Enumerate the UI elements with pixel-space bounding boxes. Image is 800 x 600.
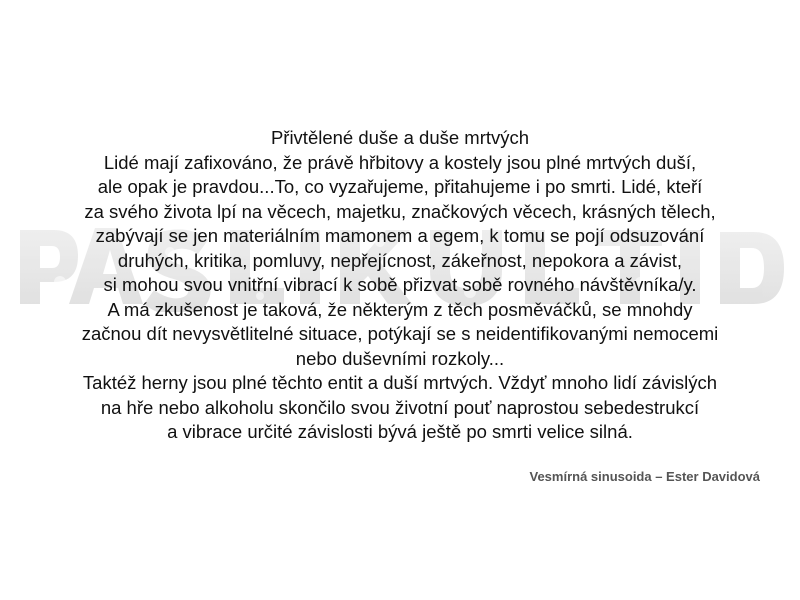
text-line-1: Lidé mají zafixováno, že právě hřbitovy a kostely jsou plné mrtvých duší, bbox=[103, 151, 697, 173]
text-line-2: ale opak je pravdou...To, co vyzařujeme, přitahujeme i po smrti. Lidé, kteří bbox=[97, 176, 703, 197]
attribution: Vesmírná sinusoida – Ester Davidová bbox=[529, 469, 760, 484]
text-line-10: Taktéž herny jsou plné těchto entit a duší mrtvých. Vždyť mnoho lidí závislých bbox=[82, 372, 718, 393]
text-line-7: A má zkušenost je taková, že některým z těch posměváčků, se mnohdy bbox=[107, 298, 693, 320]
text-line-12: a vibrace určité závislosti bývá ještě po smrti velice silná. bbox=[167, 421, 633, 442]
text-line-4: zabývají se jen materiálním mamonem a egem, k tomu se pojí odsuzování bbox=[95, 225, 705, 246]
text-line-3: za svého života lpí na věcech, majetku, značkových věcech, krásných tělech, bbox=[84, 200, 716, 222]
article-text bbox=[0, 126, 800, 445]
article-title: Přivtělené duše a duše mrtvých bbox=[270, 127, 530, 148]
text-line-9: nebo duševními rozkoly... bbox=[295, 347, 505, 369]
text-line-5: druhých, kritika, pomluvy, nepřejícnost, zákeřnost, nepokora a závist, bbox=[117, 249, 683, 271]
text-line-6: si mohou svou vnitřní vibrací k sobě přizvat sobě rovného návštěvníka/y. bbox=[103, 274, 697, 295]
text-line-11: na hře nebo alkoholu skončilo svou životní pouť naprostou sebedestrukcí bbox=[100, 396, 700, 418]
text-line-8: začnou dít nevysvětlitelné situace, potýkají se s neidentifikovanými nemocemi bbox=[81, 323, 719, 344]
